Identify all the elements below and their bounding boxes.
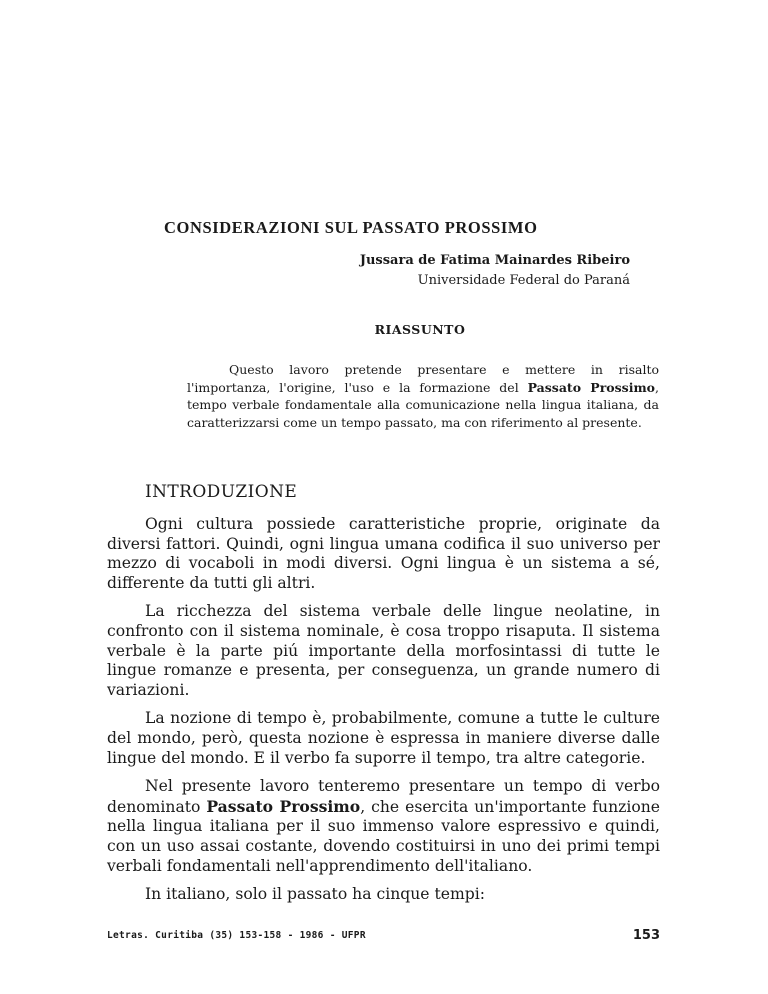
paragraph-4-bold-term: Passato Prossimo bbox=[206, 796, 361, 816]
summary-text-end: , tempo verbale fondamentale alla comunicazione nella lingua italiana, da caratterizzarsi come un tempo passato, ma con riferimento al presente. bbox=[187, 379, 659, 430]
summary-text-start: Questo lavoro pretende presentare e mettere in risalto l'importanza, l'origine, l'uso e la formazione del bbox=[187, 362, 659, 395]
author-block bbox=[360, 251, 630, 291]
summary-heading: RIASSUNTO bbox=[374, 322, 466, 337]
paragraph-4-text-start: Nel presente lavoro tenteremo presentare un tempo di verbo denominato bbox=[107, 777, 660, 816]
paragraph-4 bbox=[107, 777, 660, 876]
section-heading-introduzione: INTRODUZIONE bbox=[145, 482, 298, 502]
author-affiliation: Universidade Federal do Paraná bbox=[417, 273, 630, 288]
paragraph-2: La ricchezza del sistema verbale delle lingue neolatine, in confronto con il sistema nominale, è cosa troppo risaputa. Il sistema verbale è la parte piú importante della morfosintassi di tutte le lingue romanze e presenta, per conseguenza, un grande numero di variazioni. bbox=[107, 602, 660, 699]
paragraph-5: In italiano, solo il passato ha cinque tempi: bbox=[145, 885, 485, 904]
footer-citation: Letras. Curitiba (35) 153-158 - 1986 - UFPR bbox=[107, 930, 366, 941]
author-name: Jussara de Fatima Mainardes Ribeiro bbox=[359, 253, 630, 268]
main-text bbox=[107, 515, 660, 914]
summary-bold-term: Passato Prossimo bbox=[527, 379, 656, 395]
page-number: 153 bbox=[632, 928, 660, 943]
summary-paragraph bbox=[187, 361, 659, 431]
page-title: CONSIDERAZIONI SUL PASSATO PROSSIMO bbox=[164, 218, 538, 237]
paragraph-4-text-end: , che esercita un'importante funzione nella lingua italiana per il suo immenso valore espressivo e quindi, con un uso assai costante, dovendo costituirsi in uno dei primi tempi verbali fondamentali nell'apprendimento dell'italiano. bbox=[107, 797, 660, 875]
paragraph-3: La nozione di tempo è, probabilmente, comune a tutte le culture del mondo, però, questa nozione è espressa in maniere diverse dalle lingue del mondo. E il verbo fa suporre il tempo, tra altre categorie. bbox=[107, 709, 660, 767]
paragraph-1: Ogni cultura possiede caratteristiche proprie, originate da diversi fattori. Quindi, ogni lingua umana codifica il suo universo per mezzo di vocaboli in modi diversi. Ogni lingua è un sistema a sé, differente da tutti gli altri. bbox=[107, 515, 660, 592]
page-footer bbox=[107, 928, 660, 948]
